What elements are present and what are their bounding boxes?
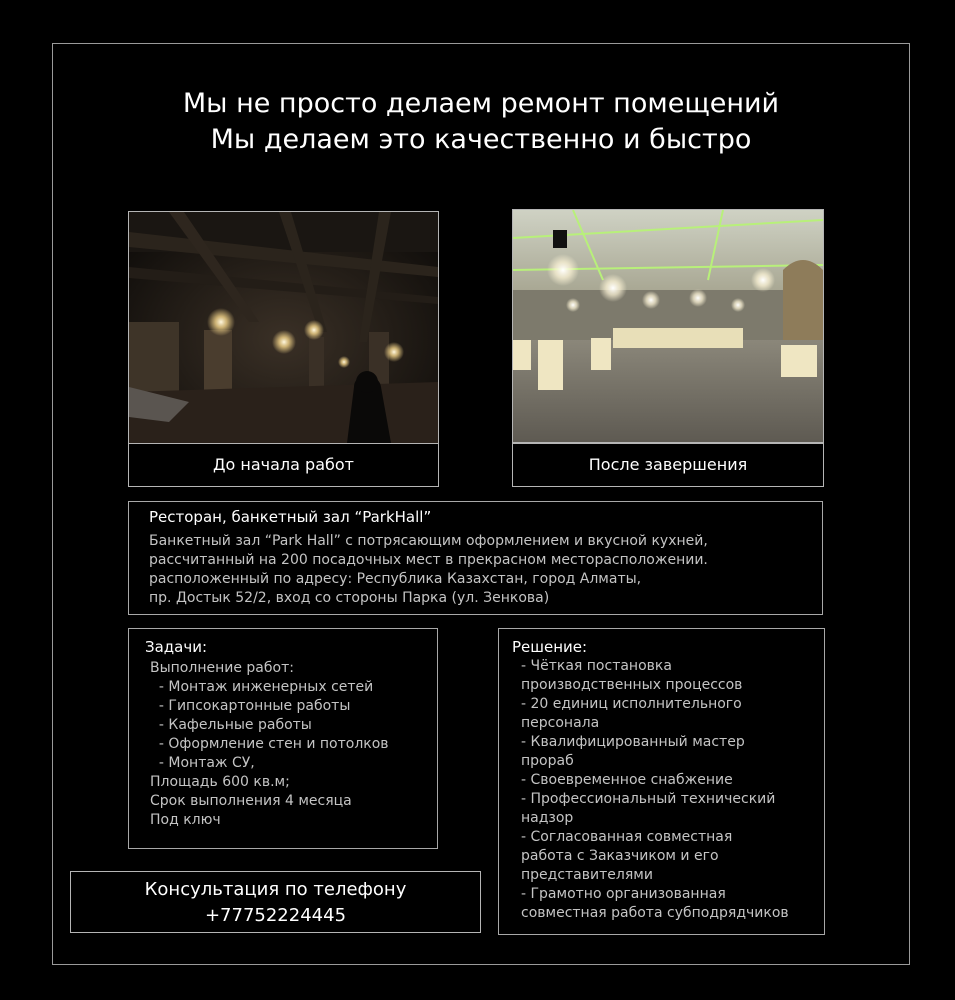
project-line: Банкетный зал “Park Hall” с потрясающим оформлением и вкусной кухней, [149, 533, 708, 549]
solution-line: совместная работа субподрядчиков [521, 905, 789, 921]
solution-line: - Квалифицированный мастер [521, 734, 745, 750]
before-caption: До начала работ [128, 443, 439, 487]
solution-list [512, 657, 824, 923]
solution-line: - Своевременное снабжение [521, 772, 733, 788]
project-line: пр. Достык 52/2, вход со стороны Парка (ул. Зенкова) [149, 590, 550, 606]
solution-line: персонала [521, 715, 600, 731]
task-line: - Монтаж инженерных сетей [150, 679, 374, 695]
project-line: расположенный по адресу: Республика Казахстан, город Алматы, [149, 571, 642, 587]
solution-line: - Согласованная совместная [521, 829, 733, 845]
after-caption: После завершения [512, 443, 824, 487]
tasks-box [128, 628, 438, 849]
solution-line: надзор [521, 810, 574, 826]
solution-line: - 20 единиц исполнительного [521, 696, 742, 712]
task-line: - Монтаж СУ, [150, 755, 255, 771]
tasks-title: Задачи: [145, 638, 208, 656]
project-description [149, 532, 822, 608]
solution-line: производственных процессов [521, 677, 743, 693]
solution-line: - Грамотно организованная [521, 886, 726, 902]
solution-title: Решение: [512, 638, 588, 656]
solution-box [498, 628, 825, 935]
task-line: Под ключ [150, 812, 221, 828]
solution-line: работа с Заказчиком и его [521, 848, 719, 864]
task-line: - Оформление стен и потолков [150, 736, 389, 752]
solution-line: прораб [521, 753, 574, 769]
headline [52, 86, 910, 158]
solution-line: - Чёткая постановка [521, 658, 672, 674]
before-photo [128, 211, 439, 444]
project-title: Ресторан, банкетный зал “ParkHall” [149, 508, 432, 526]
tasks-list [145, 659, 437, 830]
task-line: - Кафельные работы [150, 717, 312, 733]
consult-label: Консультация по телефону [144, 879, 407, 900]
headline-line-1: Мы не просто делаем ремонт помещений [182, 88, 780, 119]
task-line: Выполнение работ: [150, 660, 294, 676]
headline-line-2: Мы делаем это качественно и быстро [210, 124, 752, 155]
after-photo [512, 209, 824, 443]
consult-box[interactable] [70, 871, 481, 933]
phone-number[interactable]: +77752224445 [204, 905, 347, 926]
project-line: рассчитанный на 200 посадочных мест в прекрасном месторасположении. [149, 552, 708, 568]
project-box [128, 501, 823, 615]
task-line: Площадь 600 кв.м; [150, 774, 290, 790]
task-line: - Гипсокартонные работы [150, 698, 351, 714]
task-line: Срок выполнения 4 месяца [150, 793, 352, 809]
solution-line: представителями [521, 867, 653, 883]
solution-line: - Профессиональный технический [521, 791, 776, 807]
